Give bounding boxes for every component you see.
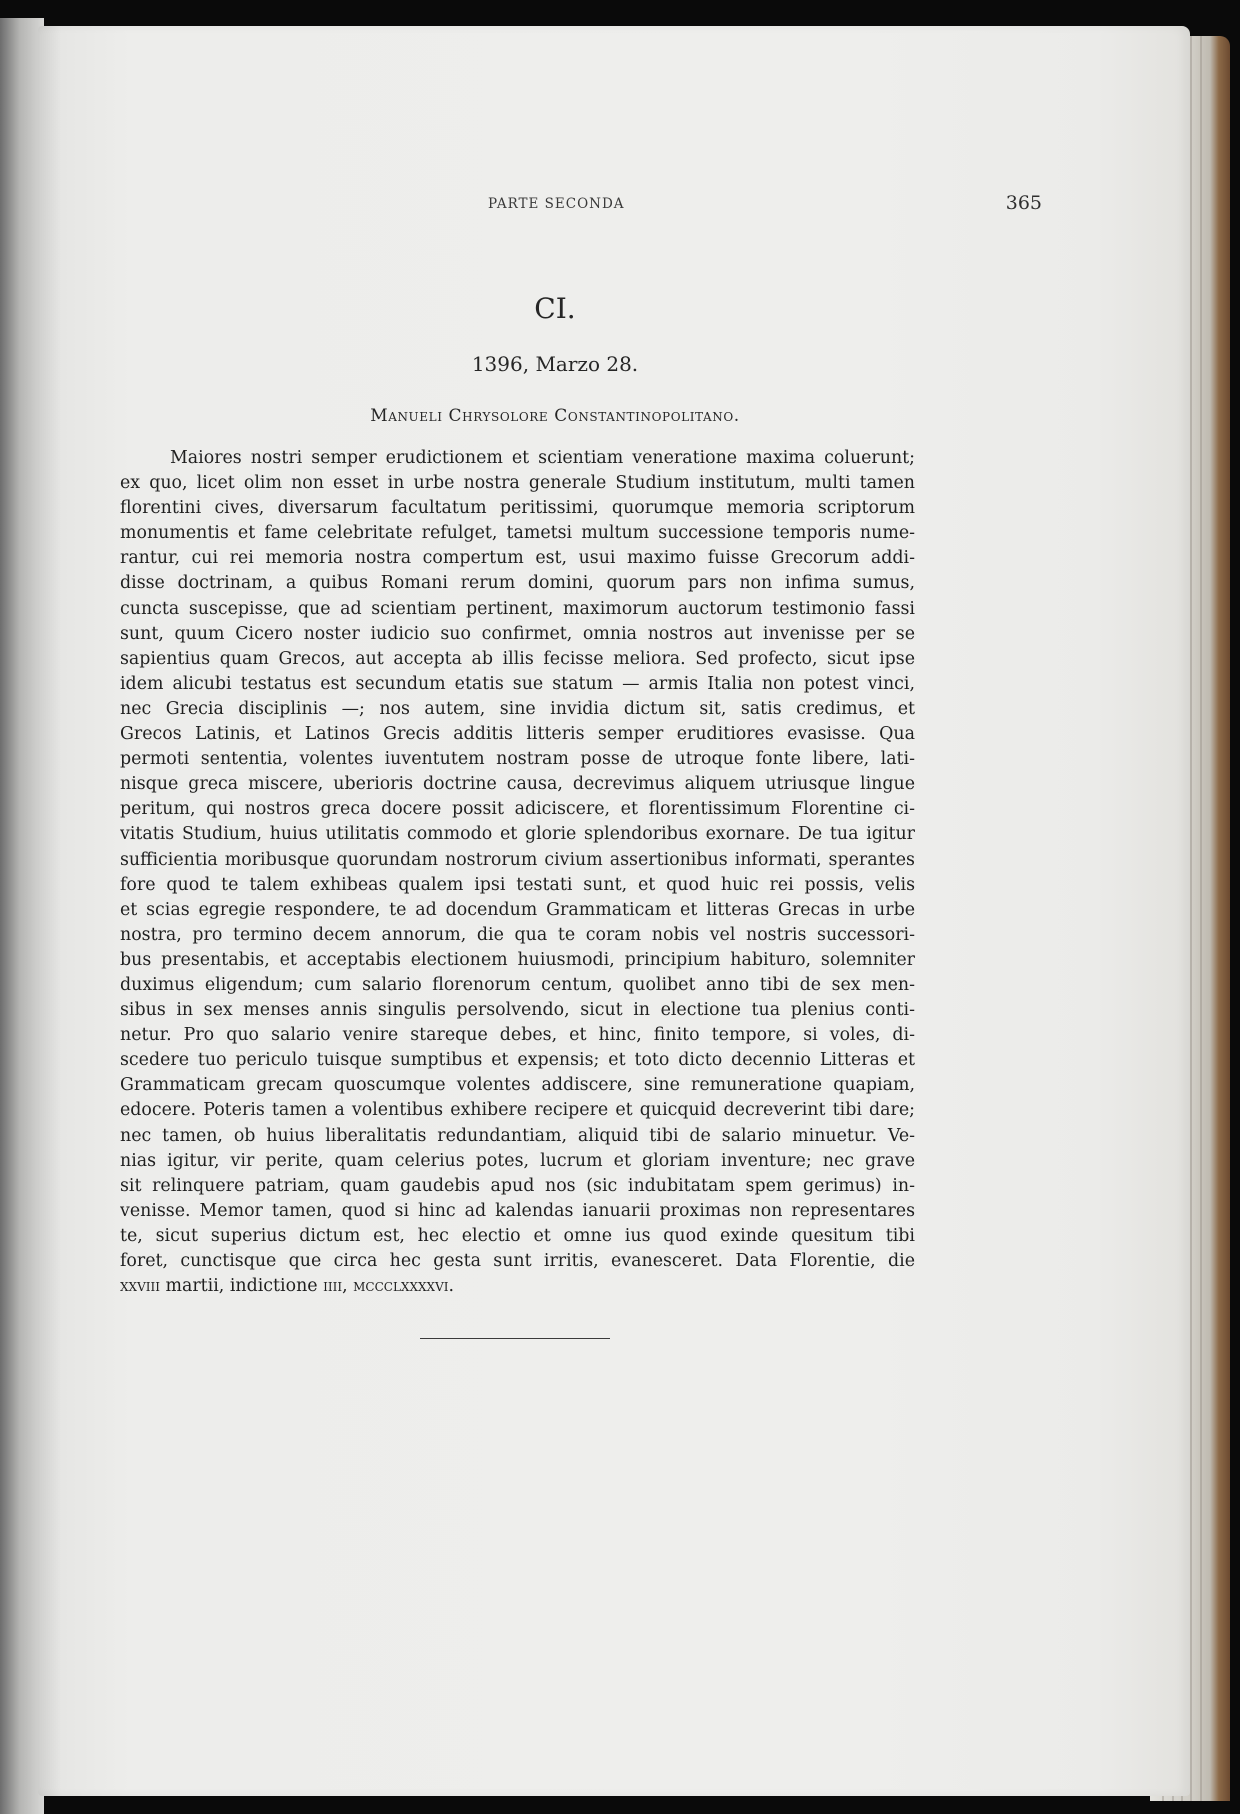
body-line: sufficientia moribusque quorundam nostrorum civium assertionibus informati, sperantes xyxy=(120,849,915,870)
closing-indiction: iiii xyxy=(323,1276,343,1297)
book-page xyxy=(38,26,1190,1796)
closing-text-b: , xyxy=(342,1276,354,1297)
body-line: monumentis et fame celebritate refulget, tametsi multum successione temporis nume- xyxy=(120,523,915,544)
body-line: sunt, quum Cicero noster iudicio suo confirmet, omnia nostros aut invenisse per se xyxy=(120,623,915,644)
body-line: ex quo, licet olim non esset in urbe nostra generale Studium institutum, multi tamen xyxy=(120,473,915,494)
body-line: sibus in sex menses annis singulis persolvendo, sicut in electione tua plenius conti- xyxy=(120,1000,915,1021)
body-line: scedere tuo periculo tuisque sumptibus et expensis; et toto dicto decennio Litteras et xyxy=(120,1050,915,1071)
closing-date-line xyxy=(120,1274,915,1299)
body-line: venisse. Memor tamen, quod si hinc ad kalendas ianuarii proximas non representares xyxy=(120,1200,915,1221)
body-line: netur. Pro quo salario venire stareque debes, et hinc, finito tempore, si voles, di- xyxy=(120,1025,915,1046)
body-line: sapientius quam Grecos, aut accepta ab illis fecisse meliora. Sed profecto, sicut ipse xyxy=(120,648,915,669)
page-number: 365 xyxy=(1005,192,1042,214)
body-line: vitatis Studium, huius utilitatis commodo et glorie splendoribus exornare. De tua igitur xyxy=(120,824,915,845)
body-line: disse doctrinam, a quibus Romani rerum domini, quorum pars non infima sumus, xyxy=(120,573,915,594)
body-line: nec Grecia disciplinis —; nos autem, sine invidia dictum sit, satis credimus, et xyxy=(120,698,915,719)
closing-day: xxviii xyxy=(120,1276,160,1297)
running-head: PARTE SECONDA xyxy=(488,196,625,212)
body-line: et scias egregie respondere, te ad docendum Grammaticam et litteras Grecas in urbe xyxy=(120,899,915,920)
body-line: nostra, pro termino decem annorum, die qua te coram nobis vel nostris successori- xyxy=(120,924,915,945)
body-line: Maiores nostri semper erudictionem et scientiam veneratione maxima coluerunt; xyxy=(170,448,915,468)
body-line: Grammaticam grecam quoscumque volentes addiscere, sine remuneratione quapiam, xyxy=(120,1075,915,1096)
page-header xyxy=(118,192,1118,220)
body-line: duximus eligendum; cum salario florenorum centum, quolibet anno tibi de sex men- xyxy=(120,974,915,995)
document-date: 1396, Marzo 28. xyxy=(471,352,639,376)
body-line: nias igitur, vir perite, quam celerius potes, lucrum et gloriam inventure; nec grave xyxy=(120,1150,915,1171)
body-line: foret, cunctisque que circa hec gesta sunt irritis, evanesceret. Data Florentie, die xyxy=(120,1251,915,1271)
closing-year: mccclxxxxvi xyxy=(353,1276,449,1297)
body-line: cuncta suscepisse, que ad scientiam pertinent, maximorum auctorum testimonio fassi xyxy=(120,598,915,619)
body-line: edocere. Poteris tamen a volentibus exhibere recipere et quicquid decreverint tibi dare; xyxy=(120,1100,915,1121)
body-line: sit relinquere patriam, quam gaudebis apud nos (sic indubitatam spem gerimus) in- xyxy=(120,1175,915,1196)
body-line: te, sicut superius dictum est, hec electio et omne ius quod exinde quesitum tibi xyxy=(120,1225,915,1246)
body-line: fore quod te talem exhibeas qualem ipsi testati sunt, et quod huic rei possis, velis xyxy=(120,874,915,895)
body-line: idem alicubi testatus est secundum etatis sue statum — armis Italia non potest vinci, xyxy=(120,673,915,694)
letter-body xyxy=(120,446,915,1299)
body-line: florentini cives, diversarum facultatum peritissimi, quorumque memoria scriptorum xyxy=(120,498,915,519)
end-rule-divider xyxy=(420,1338,610,1339)
body-line: peritum, qui nostros greca docere possit adiciscere, et florentissimum Florentine ci- xyxy=(120,799,915,820)
body-line: nec tamen, ob huius liberalitatis redundantiam, aliquid tibi de salario minuetur. Ve- xyxy=(120,1125,915,1146)
document-addressee: Manueli Chrysolore Constantinopolitano. xyxy=(370,406,740,426)
body-line: Grecos Latinis, et Latinos Grecis additis litteris semper eruditiores evasisse. Qua xyxy=(120,724,915,745)
body-line: rantur, cui rei memoria nostra compertum est, usui maximo fuisse Grecorum addi- xyxy=(120,548,915,569)
closing-end: . xyxy=(448,1276,455,1297)
closing-text-a: martii, indictione xyxy=(159,1276,324,1297)
body-line: nisque greca miscere, uberioris doctrine causa, decrevimus aliquem utriusque lingue xyxy=(120,774,915,795)
body-line: bus presentabis, et acceptabis electionem huiusmodi, principium habituro, solemniter xyxy=(120,949,915,970)
body-line: permoti sententia, volentes iuventutem nostram posse de utroque fonte libere, lati- xyxy=(120,749,915,770)
document-number: CI. xyxy=(534,292,576,325)
